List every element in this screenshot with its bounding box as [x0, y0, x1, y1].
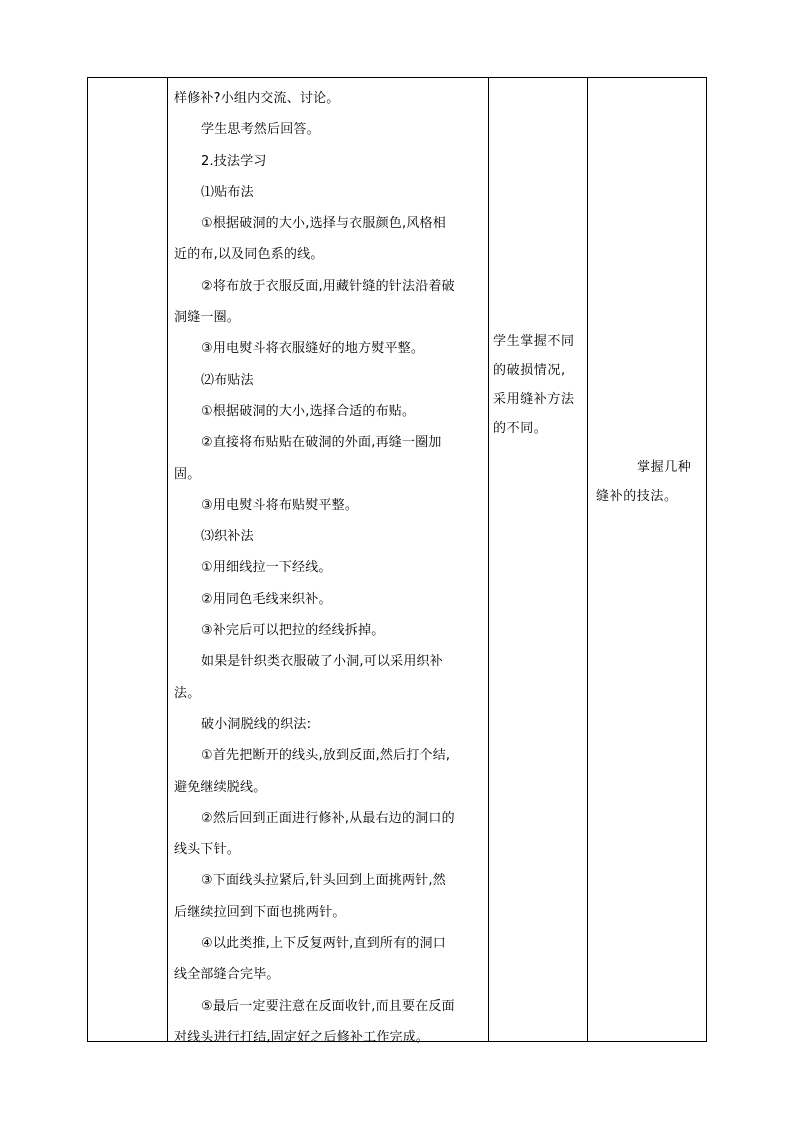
- content-line: ③补完后可以把拉的经线拆掉。: [201, 623, 385, 639]
- content-line: ①首先把断开的线头,放到反面,然后打个结,: [201, 748, 451, 764]
- content-line: ①用细线拉一下经线。: [201, 560, 332, 576]
- content-line: 学生思考然后回答。: [201, 122, 320, 138]
- content-line: 避免继续脱线。: [174, 779, 267, 795]
- design-intent-line: 缝补的技法。: [596, 489, 678, 504]
- content-line: ③下面线头拉紧后,针头回到上面挑两针,然: [201, 873, 446, 889]
- content-line: 样修补?小组内交流、讨论。: [174, 91, 340, 106]
- content-line: 近的布,以及同色系的线。: [174, 247, 324, 263]
- content-line: 后继续拉回到下面也挑两针。: [174, 904, 346, 920]
- student-activity-line: 的不同。: [493, 421, 548, 436]
- content-line: ⑴贴布法: [201, 184, 254, 200]
- content-line: 2.技法学习: [201, 153, 267, 169]
- design-intent-cell: [596, 453, 704, 511]
- student-activity-cell: [493, 327, 583, 443]
- content-line: ①根据破洞的大小,选择与衣服颜色,风格相: [201, 216, 446, 232]
- content-line: 对线头进行打结,固定好之后修补工作完成。: [174, 1029, 430, 1045]
- content-line: ⑶织补法: [201, 529, 254, 545]
- content-line: 线全部缝合完毕。: [174, 967, 280, 983]
- content-line: ①根据破洞的大小,选择合适的布贴。: [201, 403, 416, 419]
- column-divider: [587, 78, 588, 1041]
- teaching-content-cell: [168, 78, 490, 1045]
- design-intent-line: 掌握几种: [637, 460, 692, 475]
- student-activity-line: 采用缝补方法: [493, 392, 575, 407]
- content-line: ②用同色毛线来织补。: [201, 591, 332, 607]
- content-line: ②然后回到正面进行修补,从最右边的洞口的: [201, 810, 455, 826]
- student-activity-line: 学生掌握不同: [493, 334, 575, 349]
- content-line: 法。: [174, 685, 201, 701]
- content-line: 固。: [174, 466, 201, 482]
- content-line: 破小洞脱线的织法:: [201, 716, 312, 732]
- content-line: ③用电熨斗将衣服缝好的地方熨平整。: [201, 341, 425, 357]
- content-line: ②直接将布贴贴在破洞的外面,再缝一圈加: [201, 435, 442, 451]
- student-activity-line: 的破损情况,: [493, 363, 566, 378]
- lesson-table: [87, 77, 707, 1045]
- content-line: ④以此类推,上下反复两针,直到所有的洞口: [201, 936, 446, 952]
- content-line: 洞缝一圈。: [174, 310, 241, 326]
- content-line: 线头下针。: [174, 842, 241, 858]
- content-line: ③用电熨斗将布贴熨平整。: [201, 497, 359, 513]
- content-line: 如果是针织类衣服破了小洞,可以采用织补: [201, 654, 443, 670]
- content-line: ⑵布贴法: [201, 372, 254, 388]
- content-line: ⑤最后一定要注意在反面收针,而且要在反面: [201, 998, 455, 1014]
- content-line: ②将布放于衣服反面,用藏针缝的针法沿着破: [201, 278, 455, 294]
